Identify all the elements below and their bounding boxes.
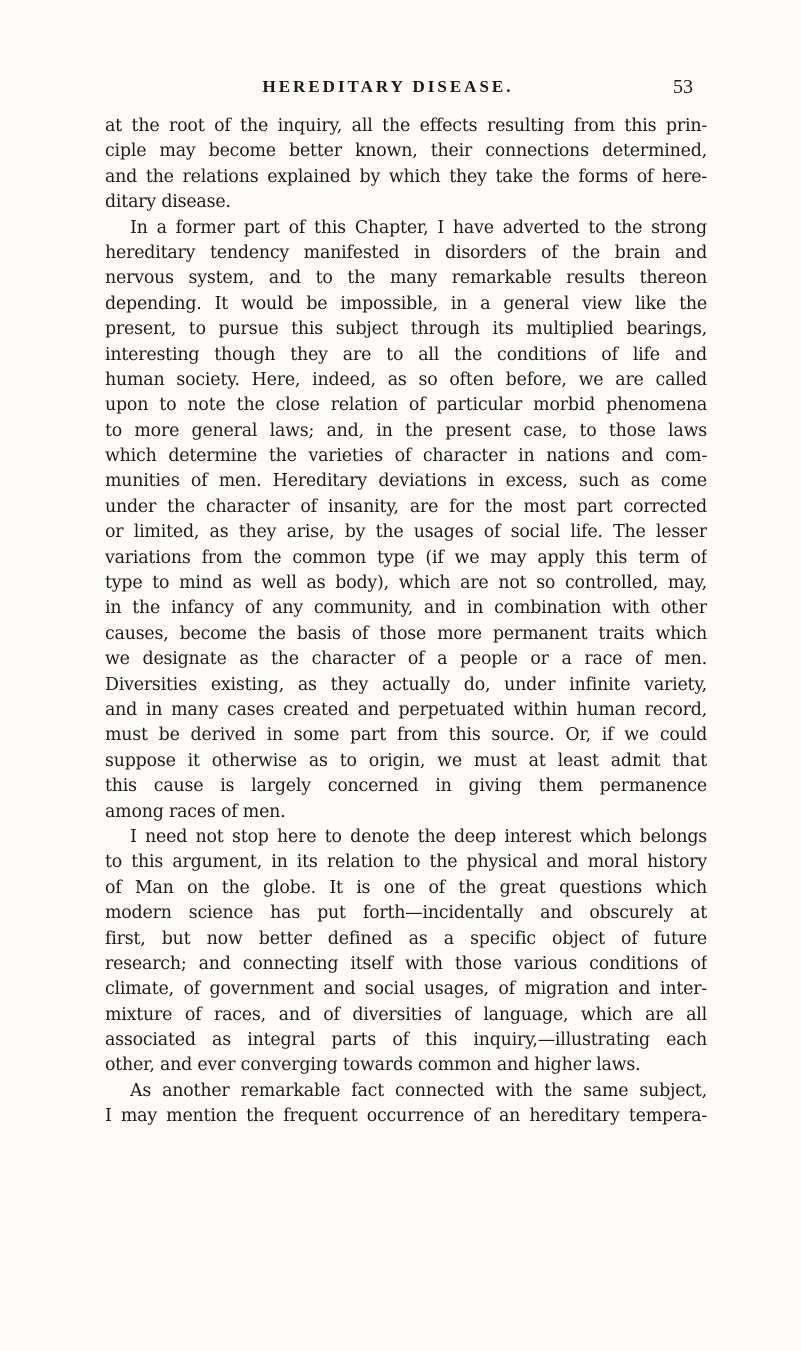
text-line: this cause is largely concerned in giving them permanence xyxy=(105,776,707,797)
text-line: mixture of races, and of diversities of language, which are all xyxy=(105,1004,707,1025)
running-title: HEREDITARY DISEASE. xyxy=(262,77,514,96)
text-line: depending. It would be impossible, in a general view like the xyxy=(105,293,707,314)
paragraph-end-line: ditary disease. xyxy=(105,192,231,213)
text-line: at the root of the inquiry, all the effects resulting from this prin- xyxy=(105,116,707,136)
text-line: research; and connecting itself with those various conditions of xyxy=(105,953,707,974)
text-line: human society. Here, indeed, as so often before, we are called xyxy=(105,369,707,390)
text-line: and the relations explained by which they take the forms of here- xyxy=(105,166,707,187)
paragraph-end-line: among races of men. xyxy=(105,801,286,822)
text-line: and in many cases created and perpetuated within human record, xyxy=(105,699,707,720)
text-line: of Man on the globe. It is one of the great questions which xyxy=(105,877,707,898)
paragraph-start-line: As another remarkable fact connected with the same subject, xyxy=(130,1080,707,1101)
text-line: to this argument, in its relation to the physical and moral history xyxy=(105,852,707,873)
text-line: climate, of government and social usages, of migration and inter- xyxy=(105,979,707,1000)
text-line: hereditary tendency manifested in disorders of the brain and xyxy=(105,242,707,263)
text-line: suppose it otherwise as to origin, we must at least admit that xyxy=(105,750,707,771)
text-line: Diversities existing, as they actually do, under infinite variety, xyxy=(105,674,707,695)
paragraph-end-line: other, and ever converging towards common and higher laws. xyxy=(105,1055,641,1076)
text-line: variations from the common type (if we may apply this term of xyxy=(105,547,707,568)
text-line: present, to pursue this subject through its multiplied bearings, xyxy=(105,319,707,340)
text-line: modern science has put forth—incidentally and obscurely at xyxy=(105,903,707,924)
text-line: associated as integral parts of this inquiry,—illustrating each xyxy=(105,1030,707,1051)
text-line: we designate as the character of a people or a race of men. xyxy=(105,649,707,670)
text-line: must be derived in some part from this source. Or, if we could xyxy=(105,725,707,746)
paragraph-start-line: In a former part of this Chapter, I have adverted to the strong xyxy=(130,217,707,238)
text-line: upon to note the close relation of particular morbid phenomena xyxy=(105,395,707,416)
text-line: which determine the varieties of character in nations and com- xyxy=(105,446,707,467)
paragraph-start-line: I need not stop here to denote the deep interest which belongs xyxy=(130,826,707,847)
text-line: or limited, as they arise, by the usages of social life. The lesser xyxy=(105,522,707,543)
text-line: type to mind as well as body), which are not so controlled, may, xyxy=(105,573,707,594)
text-line: interesting though they are to all the conditions of life and xyxy=(105,344,707,365)
text-line: in the infancy of any community, and in combination with other xyxy=(105,598,707,619)
page-number: 53 xyxy=(673,76,693,98)
text-line: I may mention the frequent occurrence of an hereditary tempera- xyxy=(105,1106,707,1127)
body-text xyxy=(105,114,707,1130)
text-line: nervous system, and to the many remarkable results thereon xyxy=(105,268,707,289)
text-line: under the character of insanity, are for the most part corrected xyxy=(105,496,707,517)
text-line: causes, become the basis of those more permanent traits which xyxy=(105,623,707,644)
text-line: first, but now better defined as a specific object of future xyxy=(105,928,707,949)
text-line: ciple may become better known, their connections determined, xyxy=(105,141,707,162)
text-line: munities of men. Hereditary deviations in excess, such as come xyxy=(105,471,707,492)
text-line: to more general laws; and, in the present case, to those laws xyxy=(105,420,707,441)
